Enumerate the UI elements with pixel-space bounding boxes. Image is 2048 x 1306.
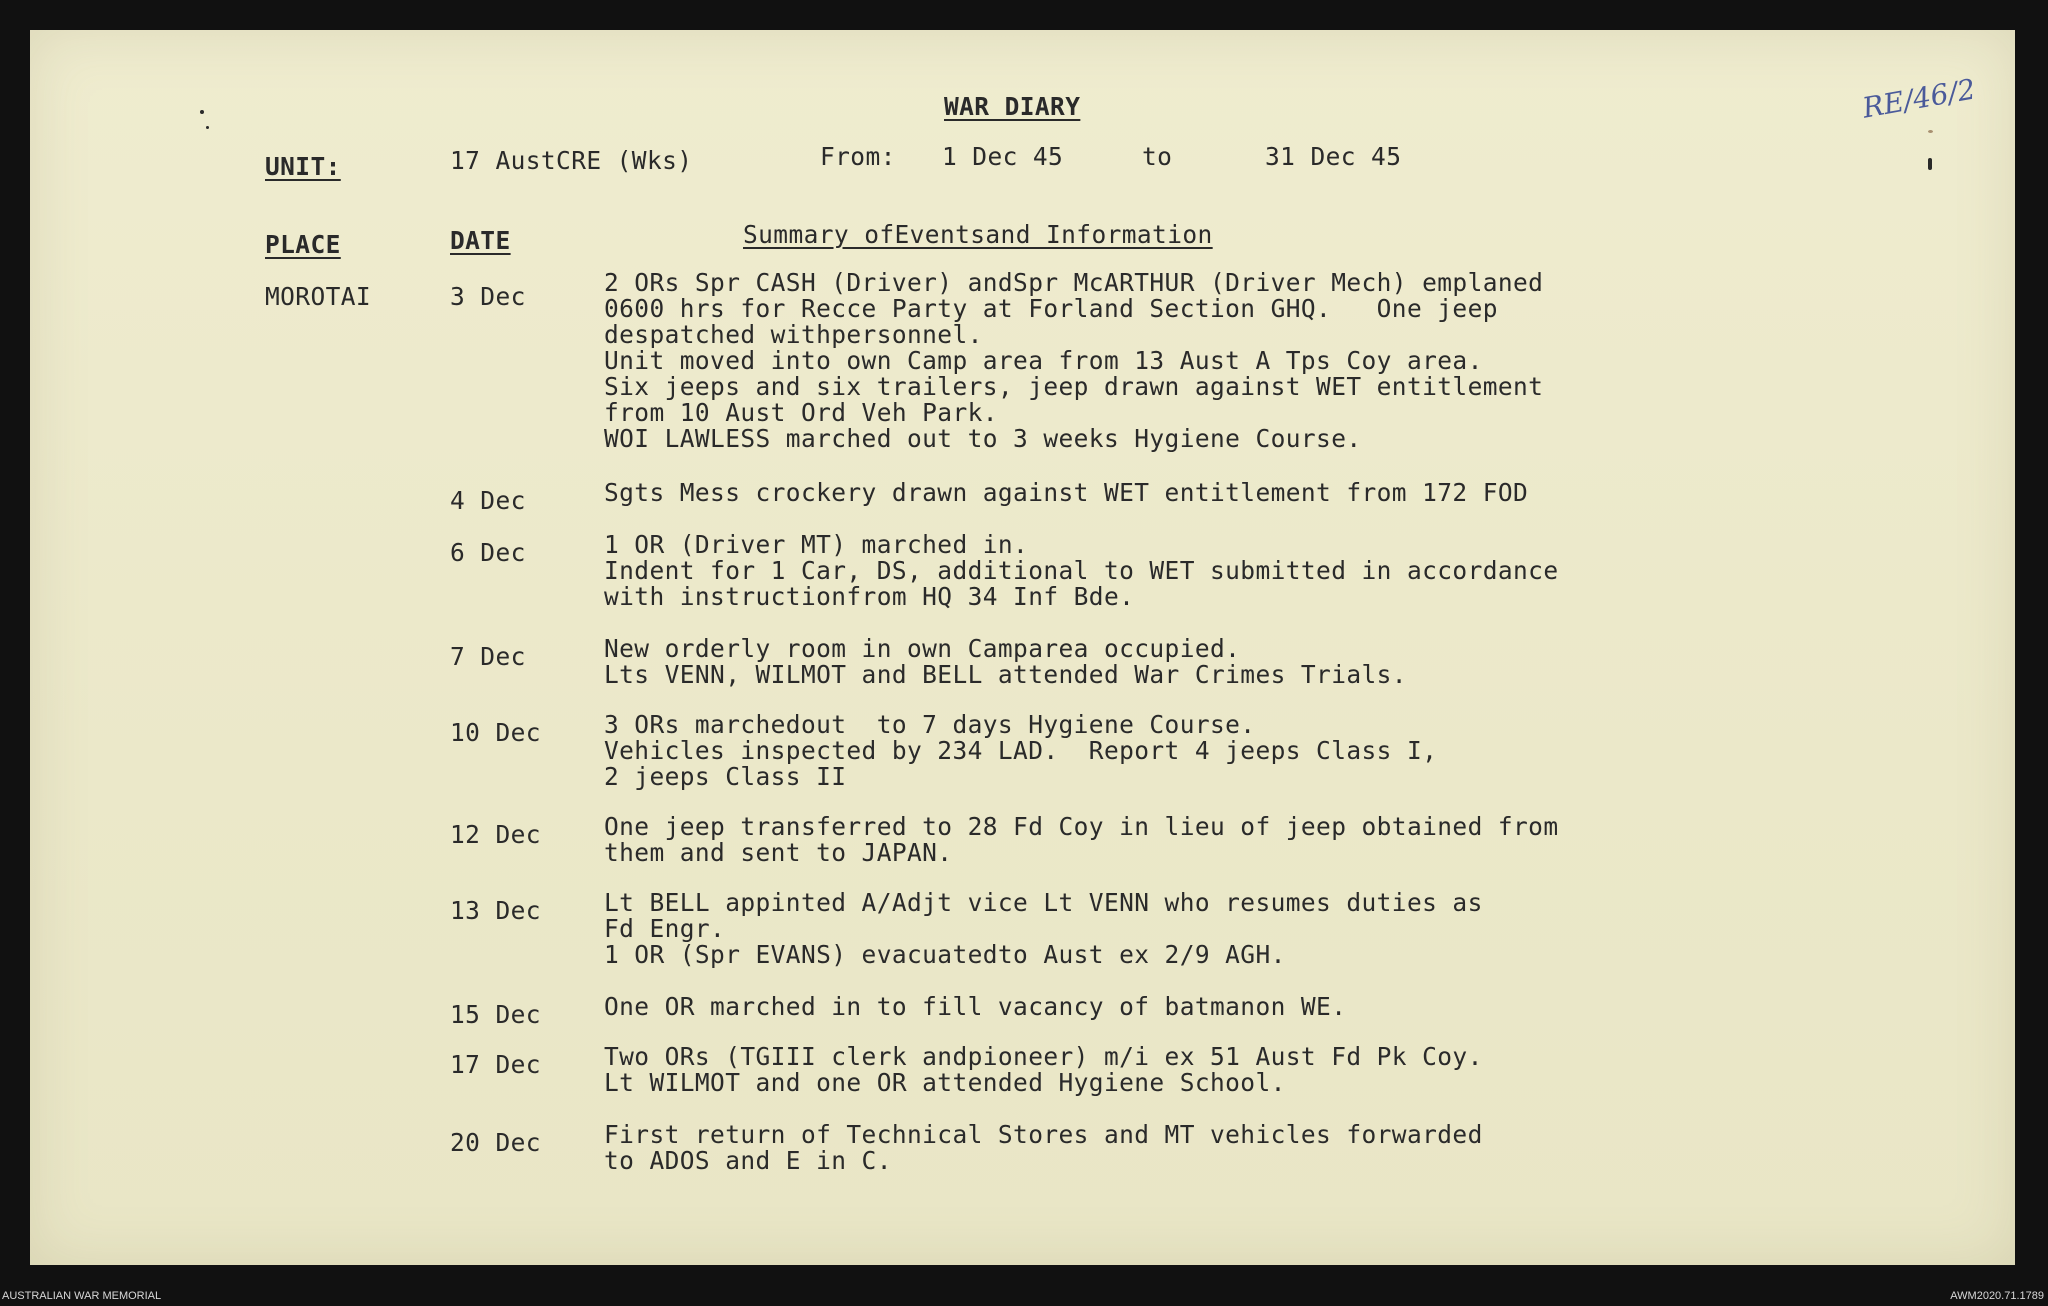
- entry-text: 1 OR (Driver MT) marched in. Indent for 1 Car, DS, additional to WET submitted in accordance with instructionfrom HQ 34 Inf Bde.: [604, 530, 1559, 611]
- entry-date: 7 Dec: [450, 642, 526, 671]
- paper-speck: [200, 110, 204, 114]
- page-title: WAR DIARY: [944, 92, 1081, 121]
- entry-text: One jeep transferred to 28 Fd Coy in lieu of jeep obtained from them and sent to JAPAN.: [604, 812, 1559, 867]
- entry-date: 10 Dec: [450, 718, 541, 747]
- column-header-date: DATE: [450, 226, 511, 255]
- entry-text: Two ORs (TGIII clerk andpioneer) m/i ex 51 Aust Fd Pk Coy. Lt WILMOT and one OR attended Hygiene School.: [604, 1042, 1483, 1097]
- paper-speck: [1928, 130, 1933, 133]
- entry-date: 6 Dec: [450, 538, 526, 567]
- entry-date: 17 Dec: [450, 1050, 541, 1079]
- from-label: From:: [820, 142, 896, 171]
- unit-value: 17 AustCRE (Wks): [450, 146, 693, 175]
- paper-speck: [1928, 158, 1932, 170]
- entry-date: 4 Dec: [450, 486, 526, 515]
- entry-text: First return of Technical Stores and MT vehicles forwarded to ADOS and E in C.: [604, 1120, 1483, 1175]
- column-header-place: PLACE: [265, 230, 341, 259]
- unit-label: UNIT:: [265, 152, 341, 181]
- entry-text: Lt BELL appinted A/Adjt vice Lt VENN who resumes duties as Fd Engr. 1 OR (Spr EVANS) evacuatedto Aust ex 2/9 AGH.: [604, 888, 1483, 969]
- entry-date: 13 Dec: [450, 896, 541, 925]
- entry-text: New orderly room in own Camparea occupied. Lts VENN, WILMOT and BELL attended War Crimes Trials.: [604, 634, 1407, 689]
- to-value: 31 Dec 45: [1265, 142, 1402, 171]
- entry-text: Sgts Mess crockery drawn against WET entitlement from 172 FOD: [604, 478, 1529, 507]
- column-header-summary: Summary ofEventsand Information: [743, 220, 1213, 249]
- entry-text: One OR marched in to fill vacancy of batmanon WE.: [604, 992, 1347, 1021]
- footer-accession: AWM2020.71.1789: [1950, 1290, 2044, 1302]
- diary-page: [30, 30, 2015, 1265]
- entry-date: 3 Dec: [450, 282, 526, 311]
- handwritten-reference: RE/46/2: [1859, 72, 1978, 125]
- paper-speck: [206, 126, 209, 129]
- entry-date: 12 Dec: [450, 820, 541, 849]
- to-label: to: [1142, 142, 1173, 171]
- entry-date: 20 Dec: [450, 1128, 541, 1157]
- place-value: MOROTAI: [265, 282, 372, 311]
- entry-text: 2 ORs Spr CASH (Driver) andSpr McARTHUR (Driver Mech) emplaned 0600 hrs for Recce Party at Forland Section GHQ. One jeep despatched withpersonnel. Unit moved into own Camp area from 13 Aust A Tps Coy area. Six jeeps and six trailers, jeep drawn against WET entitlement from 10 Aust Ord Veh Park. WOI LAWLESS marched out to 3 weeks Hygiene Course.: [604, 268, 1544, 453]
- entry-text: 3 ORs marchedout to 7 days Hygiene Course. Vehicles inspected by 234 LAD. Report 4 jeeps Class I, 2 jeeps Class II: [604, 710, 1438, 791]
- entry-date: 15 Dec: [450, 1000, 541, 1029]
- from-value: 1 Dec 45: [942, 142, 1064, 171]
- footer-credit: AUSTRALIAN WAR MEMORIAL: [2, 1290, 162, 1302]
